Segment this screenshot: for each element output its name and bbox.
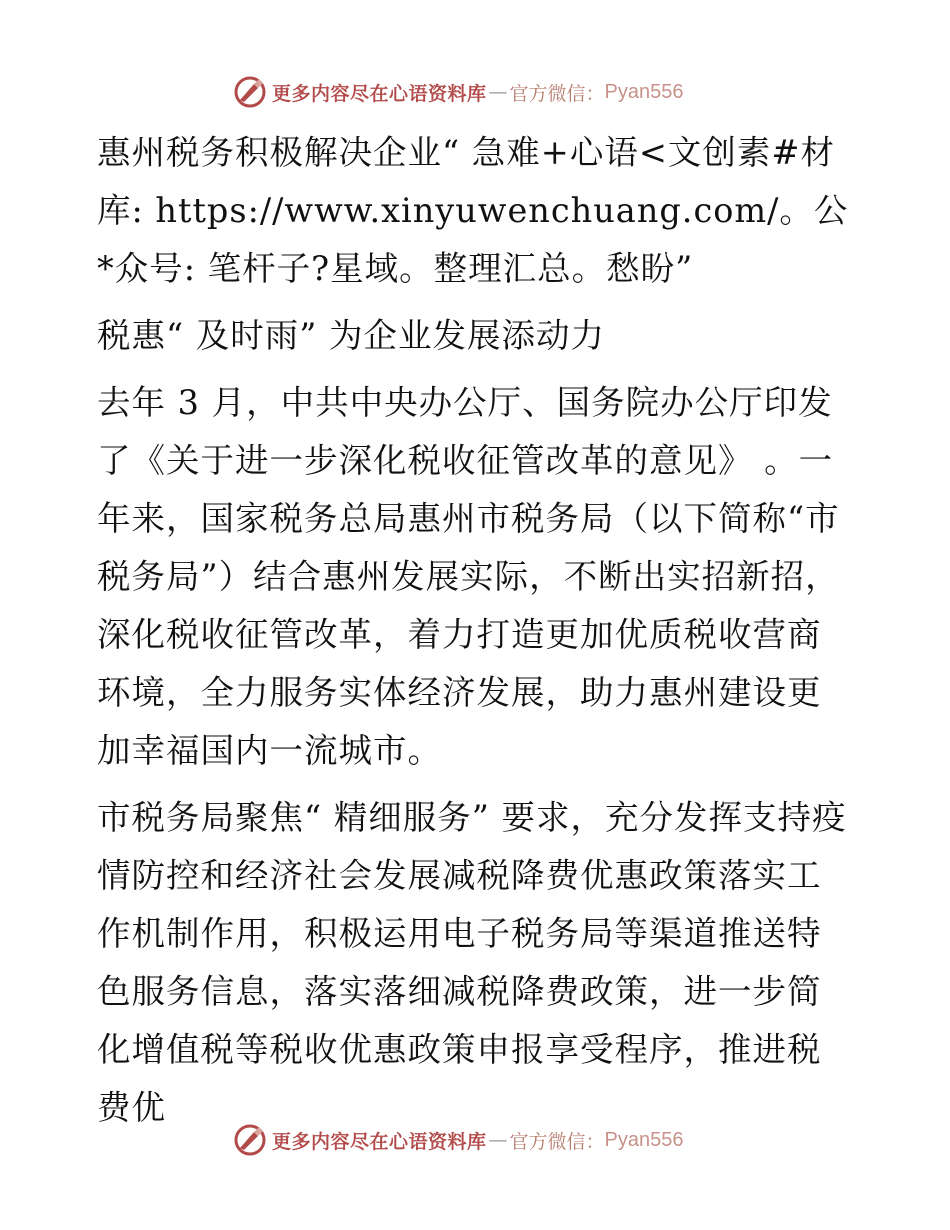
paragraph-service: 市税务局聚焦“ 精细服务” 要求，充分发挥支持疫情防控和经济社会发展减税降费优惠政策落实工作机制作用，积极运用电子税务局等渠道推送特色服务信息，落实落细减税降费政策，进一步简化增值税等税收优惠政策申报享受程序，推进税费优: [97, 798, 847, 1127]
watermark-wechat-label: 官方微信：: [509, 82, 605, 105]
watermark-main-text: 更多内容尽在心语资料库: [272, 1130, 487, 1153]
paragraph-heading: 税惠“ 及时雨” 为企业发展添动力: [97, 316, 606, 355]
footer-watermark: [232, 1120, 684, 1160]
watermark-dash: —: [488, 81, 508, 103]
document-body: [97, 124, 855, 1146]
header-watermark: [232, 72, 684, 112]
watermark-main-text: 更多内容尽在心语资料库: [272, 82, 487, 105]
watermark-wechat-id: Pyan556: [604, 1128, 684, 1151]
watermark-wechat-id: Pyan556: [604, 80, 684, 103]
pen-logo-icon: [232, 1122, 268, 1158]
watermark-wechat-label: 官方微信：: [509, 1130, 605, 1153]
pen-logo-icon: [232, 74, 268, 110]
watermark-dash: —: [488, 1129, 508, 1151]
paragraph-intro: 惠州税务积极解决企业“ 急难+心语<文创素#材库: https://www.xinyuwenchuang.com/。公*众号: 笔杆子?星域。整理汇总。愁盼”: [97, 133, 849, 288]
paragraph-reform: 去年 3 月，中共中央办公厅、国务院办公厅印发了《关于进一步深化税收征管改革的意见》 。一年来，国家税务总局惠州市税务局（以下简称“市税务局”）结合惠州发展实际，不断出实招新招，深化税收征管改革，着力打造更加优质税收营商环境，全力服务实体经济发展，助力惠州建设更加幸福国内一流城市。: [97, 383, 840, 770]
